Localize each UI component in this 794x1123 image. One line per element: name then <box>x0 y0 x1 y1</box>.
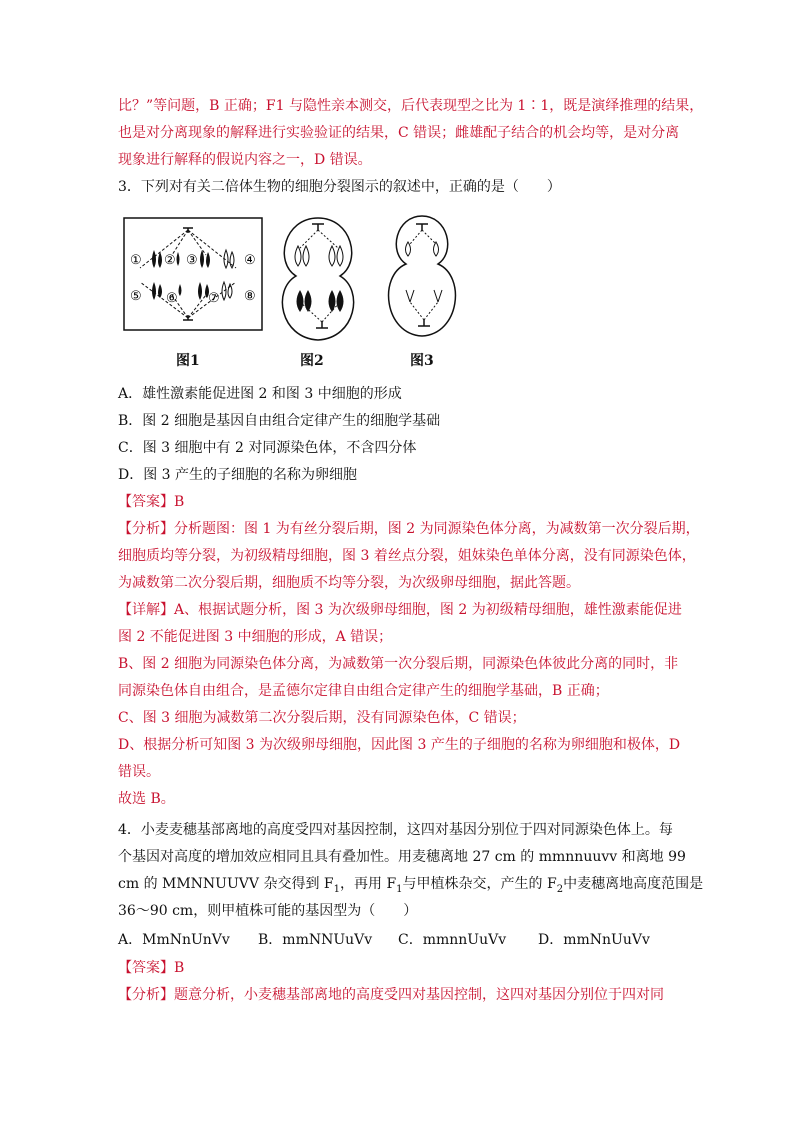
answer-label: 【答案】B <box>118 960 185 976</box>
text-line: 36～90 cm，则甲植株可能的基因型为（ ） <box>118 903 418 919</box>
text-line <box>118 874 703 900</box>
question-4-stem: 4．小麦麦穗基部离地的高度受四对基因控制，这四对基因分别位于四对同源染色体上。每 <box>118 822 673 838</box>
cell-division-figures <box>120 210 460 380</box>
text-run: 与甲植株杂交，产生的 F <box>402 876 557 892</box>
text-line: 同源染色体自由组合，是孟德尔定律自由组合定律产生的细胞学基础，B 正确； <box>118 683 609 699</box>
figure-1-mitosis <box>124 218 262 330</box>
option-b: B．图 2 细胞是基因自由组合定律产生的细胞学基础 <box>118 413 441 429</box>
text-line: 【分析】分析题图：图 1 为有丝分裂后期，图 2 为同源染色体分离，为减数第一次分裂后期， <box>118 521 700 537</box>
figure-2-meiosis-I <box>282 218 353 340</box>
fig1-label: ③ <box>186 253 198 268</box>
text-line: 个基因对高度的增加效应相同且具有叠加性。用麦穗离地 27 cm 的 mmnnuuvv 和离地 99 <box>118 849 686 865</box>
option-d: D．图 3 产生的子细胞的名称为卵细胞 <box>118 467 358 483</box>
text-line: C、图 3 细胞为减数第二次分裂后期，没有同源染色体，C 错误； <box>118 710 526 726</box>
text-run: ，再用 F <box>340 876 397 892</box>
option-a: A．MmNnUnVv <box>118 932 230 948</box>
text-line: 故选 B。 <box>118 791 175 807</box>
text-line: 比？”等问题，B 正确；F1 与隐性亲本测交，后代表现型之比为 1∶1，既是演绎推理的结果， <box>118 98 704 114</box>
fig1-label: ⑧ <box>244 289 256 304</box>
subscript: 2 <box>556 883 564 895</box>
question-3-stem: 3．下列对有关二倍体生物的细胞分裂图示的叙述中，正确的是（ ） <box>118 179 561 195</box>
text-line: 错误。 <box>118 764 160 780</box>
text-line: B、图 2 细胞为同源染色体分离，为减数第一次分裂后期，同源染色体彼此分离的同时，非 <box>118 656 679 672</box>
figures-svg <box>120 210 460 380</box>
figure-2-caption: 图2 <box>300 353 324 369</box>
text-run: cm 的 MMNNUUVV 杂交得到 F <box>118 876 334 892</box>
text-line: 现象进行解释的假说内容之一，D 错误。 <box>118 152 372 168</box>
fig1-label: ① <box>130 253 142 268</box>
option-d: D．mmNnUuVv <box>538 932 650 948</box>
fig1-label: ⑦ <box>208 291 220 306</box>
fig1-label: ⑤ <box>130 289 142 304</box>
text-line: 细胞质均等分裂，为初级精母细胞，图 3 着丝点分裂，姐妹染色单体分离，没有同源染色体， <box>118 548 696 564</box>
fig1-label: ② <box>164 253 176 268</box>
subscript: 1 <box>333 883 340 895</box>
text-line: D、根据分析可知图 3 为次级卵母细胞，因此图 3 产生的子细胞的名称为卵细胞和极体，D <box>118 737 681 753</box>
figure-1-caption: 图1 <box>176 353 200 369</box>
answer-label: 【答案】B <box>118 494 185 510</box>
figure-3-caption: 图3 <box>410 353 434 369</box>
text-line: 图 2 不能促进图 3 中细胞的形成，A 错误； <box>118 629 393 645</box>
fig1-label: ⑥ <box>166 291 178 306</box>
subscript: 1 <box>396 883 403 895</box>
figure-3-meiosis-II <box>389 216 456 336</box>
text-line: 【详解】A、根据试题分析，图 3 为次级卵母细胞，图 2 为初级精母细胞，雄性激素能促进 <box>118 602 682 618</box>
option-b: B．mmNNUuVv <box>258 932 373 948</box>
option-a: A．雄性激素能促进图 2 和图 3 中细胞的形成 <box>118 386 402 402</box>
option-c: C．mmnnUuVv <box>398 932 507 948</box>
text-line: 【分析】题意分析，小麦穗基部离地的高度受四对基因控制，这四对基因分别位于四对同 <box>118 987 664 1003</box>
option-c: C．图 3 细胞中有 2 对同源染色体，不含四分体 <box>118 440 417 456</box>
fig1-label: ④ <box>244 253 256 268</box>
text-line: 也是对分离现象的解释进行实验验证的结果，C 错误；雌雄配子结合的机会均等，是对分离 <box>118 125 680 141</box>
text-run: 中麦穗离地高度范围是 <box>563 876 704 892</box>
text-line: 为减数第二次分裂后期，细胞质不均等分裂，为次级卵母细胞，据此答题。 <box>118 575 580 591</box>
